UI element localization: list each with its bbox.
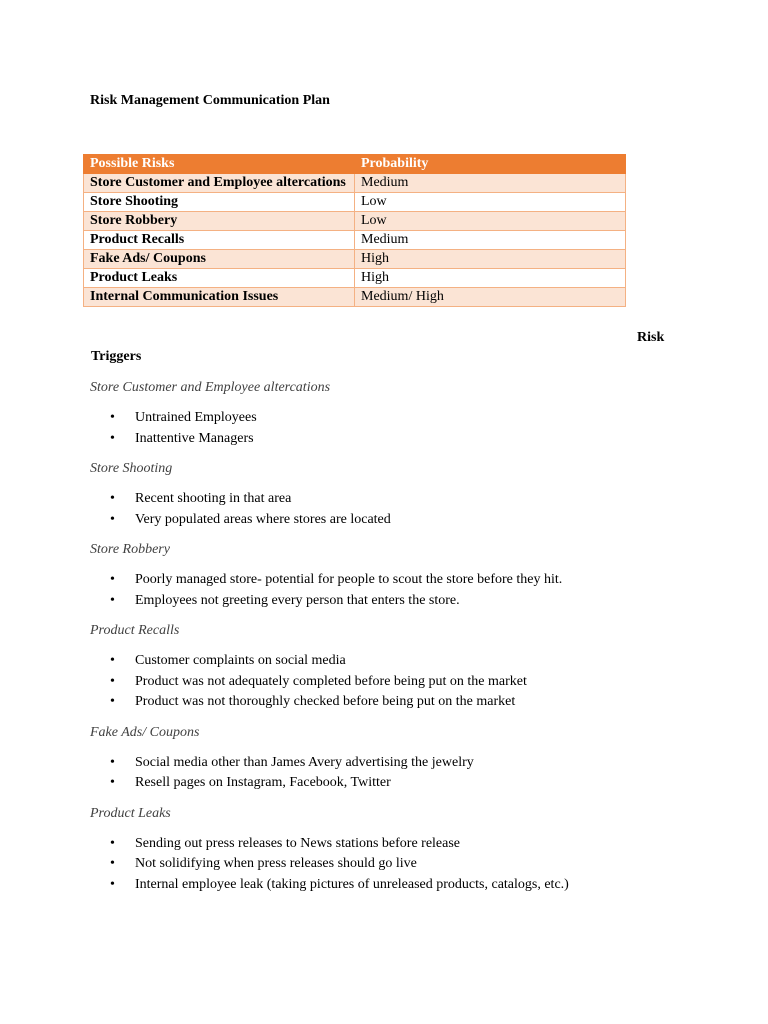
trigger-list-item: • Customer complaints on social media [90,651,710,672]
table-row [84,174,626,193]
probability-cell: Medium/ High [355,288,626,307]
trigger-list-item: • Untrained Employees [90,408,710,429]
trigger-list-item: • Internal employee leak (taking pictures of unreleased products, catalogs, etc.) [90,875,710,896]
trigger-list [90,570,710,611]
table-row [84,212,626,231]
risk-cell: Product Leaks [84,269,355,288]
risk-cell: Product Recalls [84,231,355,250]
triggers-heading: Triggers [91,349,142,364]
trigger-category-title: Product Leaks [90,805,171,821]
trigger-category-title: Product Recalls [90,623,180,638]
risk-cell: Store Customer and Employee altercations [84,174,355,193]
trigger-list-item: • Not solidifying when press releases should go live [90,854,710,875]
trigger-list-item: • Employees not greeting every person that enters the store. [90,591,710,612]
probability-cell: High [355,250,626,269]
trigger-category-title: Store Shooting [90,461,173,476]
probability-cell: Low [355,193,626,212]
trigger-list-item: • Very populated areas where stores are located [90,510,710,531]
trigger-list [90,834,710,896]
trigger-list-item: • Poorly managed store- potential for people to scout the store before they hit. [90,570,710,591]
trigger-list-item: • Product was not thoroughly checked before being put on the market [90,692,710,713]
trigger-list-item: • Inattentive Managers [90,429,710,450]
table-row [84,288,626,307]
probability-cell: High [355,269,626,288]
trigger-list [90,408,710,449]
risk-probability-table [83,154,626,307]
trigger-list [90,753,710,794]
probability-cell: Low [355,212,626,231]
trigger-list-item: • Resell pages on Instagram, Facebook, Twitter [90,773,710,794]
risk-table-body [84,174,626,307]
trigger-list-item: • Sending out press releases to News stations before release [90,834,710,855]
probability-cell: Medium [355,174,626,193]
table-header-row [84,155,626,174]
trigger-list [90,651,710,713]
table-row [84,269,626,288]
table-row [84,193,626,212]
trigger-list [90,489,710,530]
document-title: Risk Management Communication Plan [90,93,330,108]
trigger-list-item: • Product was not adequately completed before being put on the market [90,672,710,693]
header-possible-risks: Possible Risks [84,155,355,174]
risk-cell: Store Robbery [84,212,355,231]
trigger-category-title: Store Robbery [90,542,170,557]
trigger-sections [90,378,710,905]
trigger-category-title: Fake Ads/ Coupons [90,724,200,740]
risk-heading-fragment: Risk [637,330,665,345]
trigger-list-item: • Recent shooting in that area [90,489,710,510]
risk-cell: Internal Communication Issues [84,288,355,307]
probability-cell: Medium [355,231,626,250]
table-row [84,250,626,269]
trigger-category-title: Store Customer and Employee altercations [90,380,331,395]
risk-cell: Fake Ads/ Coupons [84,250,355,269]
table-row [84,231,626,250]
risk-cell: Store Shooting [84,193,355,212]
header-probability: Probability [355,155,626,174]
trigger-list-item: • Social media other than James Avery advertising the jewelry [90,753,710,774]
